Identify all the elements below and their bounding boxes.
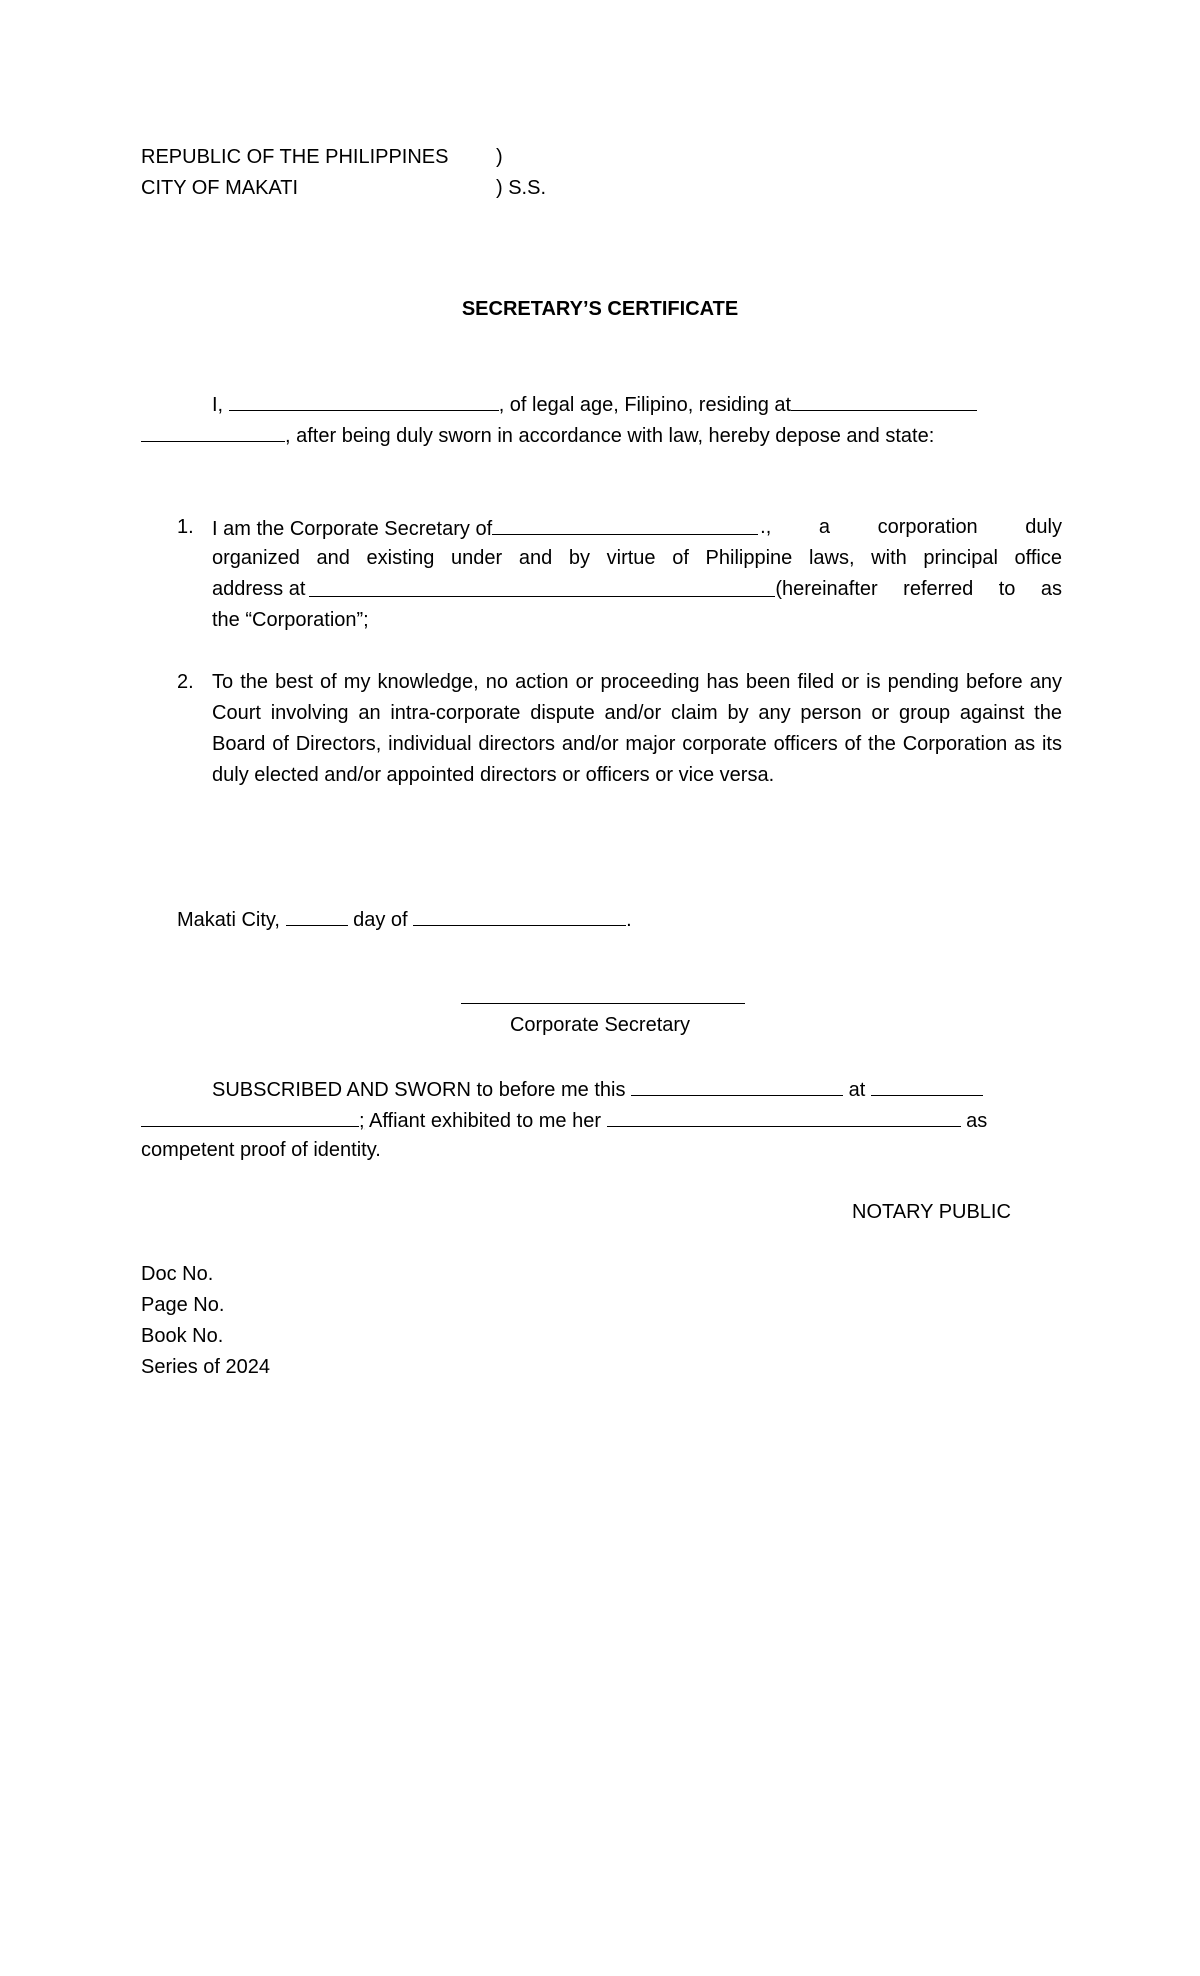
venue-country-mark: ) <box>496 146 503 168</box>
intro-start: I, <box>212 394 224 416</box>
page-no: Page No. <box>141 1294 225 1316</box>
jurat-semicolon: ; <box>359 1110 365 1132</box>
dateline-day-of: day of <box>353 909 408 931</box>
item-1-number: 1. <box>177 516 194 538</box>
item-1-line-2: organized and existing under and by virtue of Philippine laws, with principal office <box>212 547 1062 569</box>
jurat-place-blank-1[interactable] <box>871 1073 983 1096</box>
signature-label: Corporate Secretary <box>509 1014 691 1036</box>
month-year-blank[interactable] <box>413 903 626 926</box>
doc-no: Doc No. <box>141 1263 214 1285</box>
item-1-line-4: the “Corporation”; <box>212 609 369 631</box>
jurat-at: at <box>848 1079 866 1101</box>
intro-after-name: , of legal age, Filipino, residing at <box>498 394 792 416</box>
venue-city: CITY OF MAKATI <box>141 177 299 199</box>
signature-line[interactable] <box>461 1003 745 1004</box>
identity-document-blank[interactable] <box>607 1104 961 1127</box>
item-1-start: I am the Corporate Secretary of <box>212 518 493 540</box>
jurat-as: as <box>966 1110 988 1132</box>
item-1-line-1 <box>212 512 1062 545</box>
principal-office-blank[interactable] <box>309 574 775 597</box>
jurat-line-1 <box>212 1073 983 1106</box>
venue-city-mark: ) S.S. <box>496 177 547 199</box>
venue-country: REPUBLIC OF THE PHILIPPINES <box>141 146 449 168</box>
jurat-date-blank[interactable] <box>631 1073 843 1096</box>
book-no: Book No. <box>141 1325 224 1347</box>
item-1-line-3 <box>212 574 1062 605</box>
jurat-affiant: Affiant exhibited to me her <box>369 1110 602 1132</box>
item-1-after-corp: ., a corporation duly <box>760 516 1062 538</box>
intro-line-2 <box>141 419 934 452</box>
series: Series of 2024 <box>141 1356 270 1378</box>
item-2-text: To the best of my knowledge, no action or proceeding has been filed or is pending before any Court involving an intra-corporate dispute and/or claim by any person or group against the Board of Directors, individual directors and/or major corporate officers of the Corporation as its duly elected and/or appointed directors or officers or vice versa. <box>212 671 1062 786</box>
corporation-name-blank[interactable] <box>492 512 758 535</box>
residence-blank-2[interactable] <box>141 419 285 442</box>
jurat-line-3: competent proof of identity. <box>141 1139 381 1161</box>
item-1-after-corp-wrap <box>758 512 1062 545</box>
affiant-name-blank[interactable] <box>229 388 499 411</box>
jurat-place-blank-2[interactable] <box>141 1104 359 1127</box>
document-title: SECRETARY’S CERTIFICATE <box>461 298 739 320</box>
dateline <box>177 903 632 936</box>
item-1-after-address: (hereinafter referred to as <box>775 578 1062 600</box>
day-blank[interactable] <box>286 903 348 926</box>
intro-line-1 <box>212 388 977 421</box>
residence-blank-1[interactable] <box>791 388 977 411</box>
item-1-address-label: address at <box>212 578 306 600</box>
dateline-place: Makati City, <box>177 909 280 931</box>
item-2-number: 2. <box>177 671 194 693</box>
notary-public-label: NOTARY PUBLIC <box>852 1201 1011 1223</box>
jurat-start: SUBSCRIBED AND SWORN to before me this <box>212 1079 626 1101</box>
dateline-end: . <box>626 909 632 931</box>
intro-after-address: , after being duly sworn in accordance with law, hereby depose and state: <box>285 425 935 447</box>
jurat-line-2 <box>141 1104 987 1137</box>
